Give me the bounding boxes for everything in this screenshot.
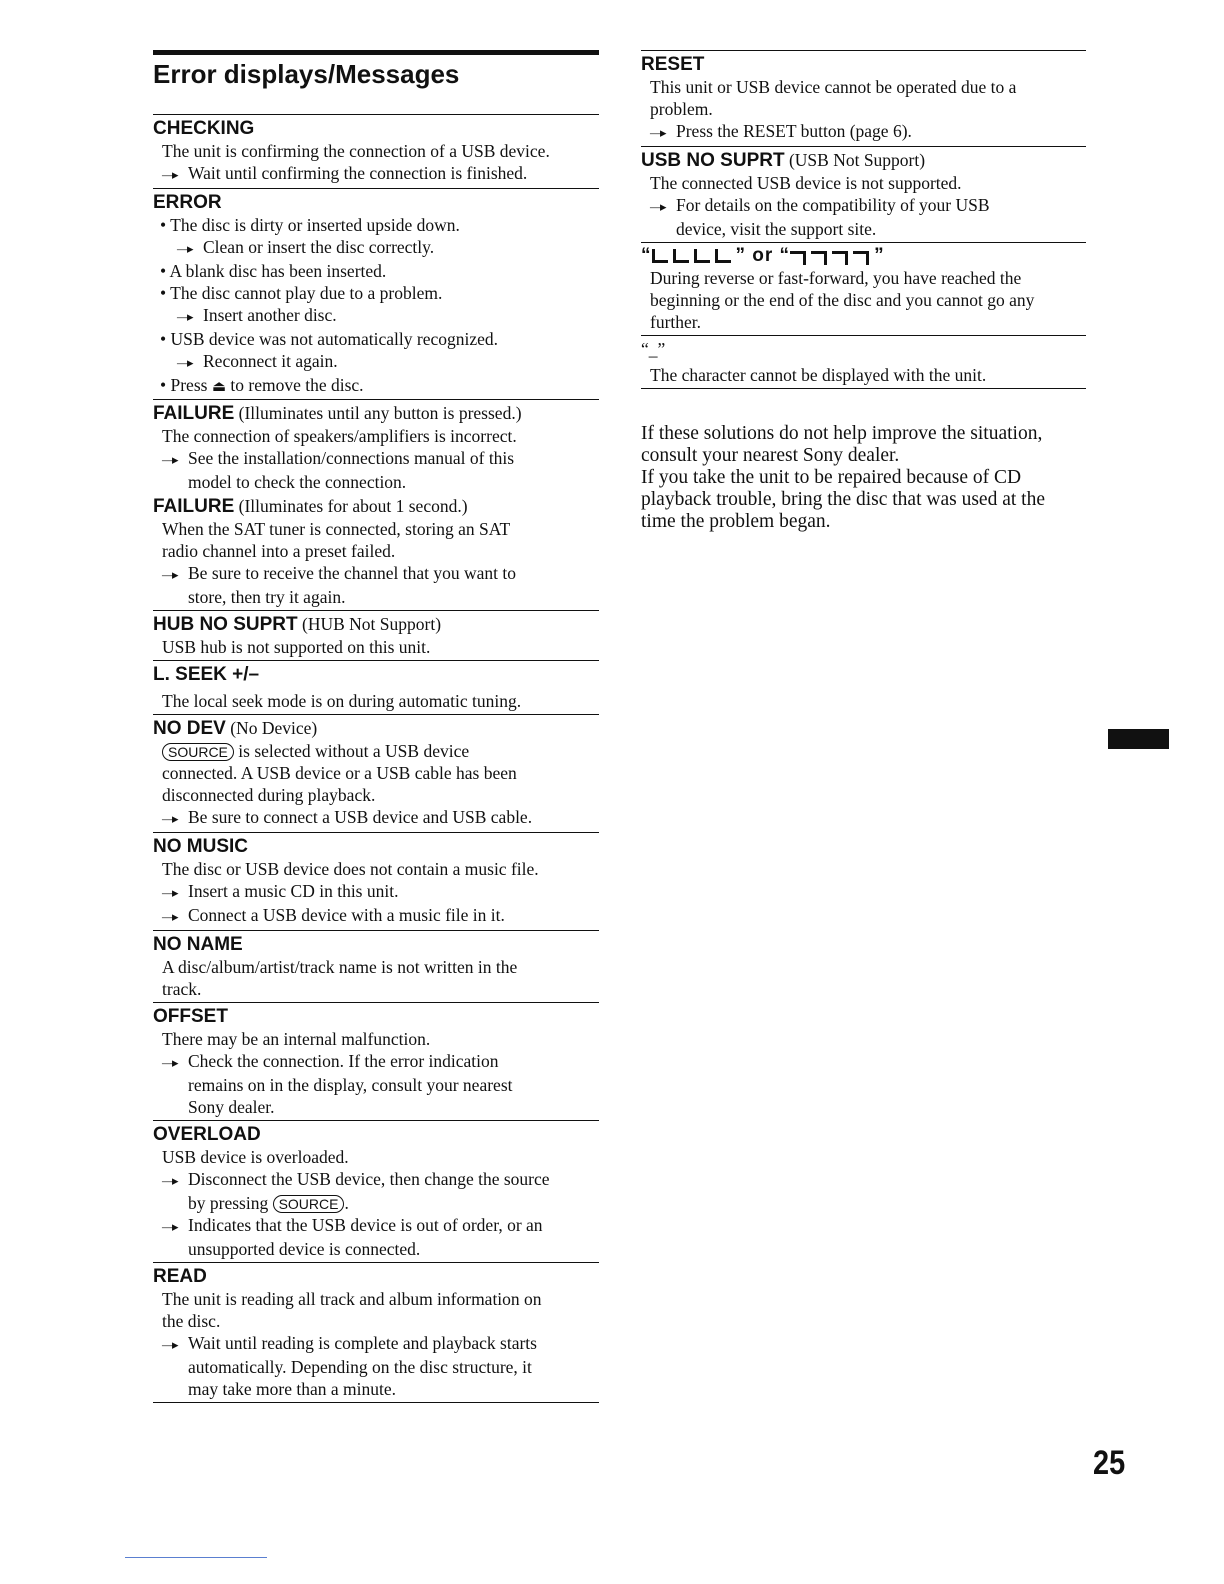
- segment-bottom-left-icon: [715, 249, 731, 263]
- page-title: Error displays/Messages: [153, 59, 599, 115]
- segment-top-right-icon: [790, 251, 806, 265]
- entry-text: The connection of speakers/amplifiers is incorrect.: [162, 426, 517, 446]
- entry-heading: L. SEEK +/–: [153, 664, 260, 685]
- entry-heading: FAILURE: [153, 496, 235, 517]
- entry-heading: CHECKING: [153, 118, 255, 139]
- entry-text: The local seek mode is on during automatic tuning.: [162, 691, 522, 711]
- entry-text: USB hub is not supported on this unit.: [162, 637, 431, 657]
- entry-overload: OVERLOAD USB device is overloaded. —▸Disconnect the USB device, then change the source by pressing SOURCE . —▸Indicates that the USB device is out of order, or an unsupported device is connected.: [153, 1121, 599, 1263]
- entry-no-music: [153, 833, 599, 931]
- entry-local-seek: [153, 661, 599, 715]
- entry-remedy: —▸Clean or insert the disc correctly.: [153, 236, 599, 260]
- closing-advice: If these solutions do not help improve the situation, consult your nearest Sony dealer. If you take the unit to be repaired because of CD playback trouble, bring the disc that was used at the time the problem began.: [641, 423, 1045, 532]
- arrow-right-icon: [177, 350, 203, 374]
- entry-heading: USB NO SUPRT: [641, 150, 785, 171]
- entry-failure-sat: FAILURE (Illuminates for about 1 second.) When the SAT tuner is connected, storing an SAT radio channel into a preset failed. —▸Be sure to receive the channel that you want to store, then try it again.: [153, 495, 599, 611]
- segment-top-right-icon: [853, 251, 869, 265]
- entry-text: The character cannot be displayed with the unit.: [650, 365, 987, 385]
- arrow-right-icon: [162, 1332, 188, 1356]
- entry-text: The unit is reading all track and album information on: [162, 1289, 542, 1309]
- arrow-right-icon: [162, 1214, 188, 1238]
- arrow-right-icon: [162, 1050, 188, 1074]
- arrow-right-icon: [162, 447, 188, 471]
- entry-remedy: —▸Insert a music CD in this unit.: [153, 880, 599, 904]
- entry-bullet: • Press ⏏ to remove the disc.: [160, 375, 364, 395]
- bottom-rule: [125, 1557, 267, 1558]
- entry-read: READ The unit is reading all track and album information on the disc. —▸Wait until reading is complete and playback starts automatically. Depending on the disc structure, it may take more than a minute.: [153, 1263, 599, 1403]
- entry-heading: NO DEV: [153, 718, 226, 739]
- entry-heading: READ: [153, 1266, 207, 1287]
- entry-remedy: —▸Reconnect it again.: [153, 350, 599, 374]
- entry-bullet: • USB device was not automatically recognized.: [160, 329, 499, 349]
- entry-remedy: —▸For details on the compatibility of your USB: [641, 194, 1086, 218]
- entry-remedy: —▸Press the RESET button (page 6).: [641, 120, 1086, 144]
- entry-usb-no-suprt: USB NO SUPRT (USB Not Support) The connected USB device is not supported. —▸For details on the compatibility of your USB device, visit the support site.: [641, 147, 1086, 243]
- entry-bullet: • The disc is dirty or inserted upside down.: [160, 215, 460, 235]
- entry-reset: RESET This unit or USB device cannot be operated due to a problem. —▸Press the RESET button (page 6).: [641, 50, 1086, 147]
- segment-bottom-left-icon: [694, 249, 710, 263]
- entry-no-dev: NO DEV (No Device) SOURCE is selected without a USB device connected. A USB device or a USB cable has been disconnected during playback. —▸Be sure to connect a USB device and USB cable.: [153, 715, 599, 833]
- entry-remedy: —▸Disconnect the USB device, then change the source: [153, 1168, 599, 1192]
- segment-indicator-heading: “ ” or “ ”: [641, 245, 885, 266]
- entry-no-name: NO NAME A disc/album/artist/track name is not written in the track.: [153, 931, 599, 1003]
- arrow-right-icon: [177, 236, 203, 260]
- entry-heading: NO NAME: [153, 934, 243, 955]
- section-tab-marker: [1108, 729, 1169, 749]
- entry-text: When the SAT tuner is connected, storing an SAT: [162, 519, 511, 539]
- entry-hub-no-suprt: HUB NO SUPRT (HUB Not Support) USB hub is not supported on this unit.: [153, 611, 599, 661]
- segment-top-right-icon: [811, 251, 827, 265]
- page-number: 25: [1093, 1444, 1126, 1482]
- segment-top-right-icon: [832, 251, 848, 265]
- entry-remedy: —▸Insert another disc.: [153, 304, 599, 328]
- arrow-right-icon: [162, 562, 188, 586]
- entry-text: The connected USB device is not supported.: [650, 173, 962, 193]
- entry-error: [153, 189, 599, 400]
- entry-heading: OVERLOAD: [153, 1124, 261, 1145]
- entry-text: There may be an internal malfunction.: [162, 1029, 431, 1049]
- entry-underscore: [641, 336, 1086, 389]
- left-column: [153, 50, 599, 1403]
- entry-remedy: —▸Indicates that the USB device is out of order, or an: [153, 1214, 599, 1238]
- entry-segment-indicators: “ ” or “ ” During reverse or fast-forward, you have reached the beginning or the end of the disc and you cannot go any further.: [641, 243, 1086, 336]
- arrow-right-icon: [162, 904, 188, 928]
- entry-heading: FAILURE: [153, 403, 235, 424]
- entry-bullet: • The disc cannot play due to a problem.: [160, 283, 443, 303]
- segment-bottom-left-icon: [673, 249, 689, 263]
- entry-remedy: —▸Wait until reading is complete and playback starts: [153, 1332, 599, 1356]
- segment-bottom-left-icon: [652, 249, 668, 263]
- arrow-right-icon: [650, 120, 676, 144]
- arrow-right-icon: [650, 194, 676, 218]
- arrow-right-icon: [162, 880, 188, 904]
- entry-remedy: —▸Be sure to receive the channel that you want to: [153, 562, 599, 586]
- entry-text: A disc/album/artist/track name is not written in the: [162, 957, 518, 977]
- entry-text: The unit is confirming the connection of a USB device.: [162, 141, 550, 161]
- entry-remedy: —▸Connect a USB device with a music file in it.: [153, 904, 599, 928]
- entry-offset: OFFSET There may be an internal malfunction. —▸Check the connection. If the error indication remains on in the display, consult your nearest Sony dealer.: [153, 1003, 599, 1121]
- title-rule: [153, 50, 599, 55]
- entry-text: USB device is overloaded.: [162, 1147, 349, 1167]
- entry-text: The disc or USB device does not contain a music file.: [162, 859, 539, 879]
- entry-remedy: —▸Wait until confirming the connection is finished.: [153, 162, 599, 186]
- entry-checking: [153, 115, 599, 189]
- arrow-right-icon: [162, 162, 188, 186]
- arrow-right-icon: [177, 304, 203, 328]
- right-column: [641, 50, 1086, 533]
- entry-heading: “_”: [641, 339, 666, 359]
- entry-heading: HUB NO SUPRT: [153, 614, 298, 635]
- entry-failure-speakers: FAILURE (Illuminates until any button is pressed.) The connection of speakers/amplifiers is incorrect. —▸See the installation/connections manual of this model to check the connection.: [153, 400, 599, 495]
- entry-text: This unit or USB device cannot be operated due to a: [650, 77, 1017, 97]
- entry-bullet: • A blank disc has been inserted.: [160, 261, 387, 281]
- eject-icon: ⏏: [211, 377, 227, 395]
- arrow-right-icon: [162, 1168, 188, 1192]
- entry-text: SOURCE is selected without a USB device: [153, 740, 599, 762]
- source-button-label: SOURCE: [273, 1195, 345, 1213]
- entry-heading: ERROR: [153, 192, 222, 213]
- entry-remedy: —▸Check the connection. If the error indication: [153, 1050, 599, 1074]
- entry-remedy: —▸Be sure to connect a USB device and USB cable.: [153, 806, 599, 830]
- entry-remedy: —▸See the installation/connections manual of this: [153, 447, 599, 471]
- entry-heading: NO MUSIC: [153, 836, 248, 857]
- source-button-label: SOURCE: [162, 743, 234, 761]
- arrow-right-icon: [162, 806, 188, 830]
- entry-text: During reverse or fast-forward, you have reached the: [650, 268, 1022, 288]
- entry-heading: OFFSET: [153, 1006, 228, 1027]
- entry-heading: RESET: [641, 54, 705, 75]
